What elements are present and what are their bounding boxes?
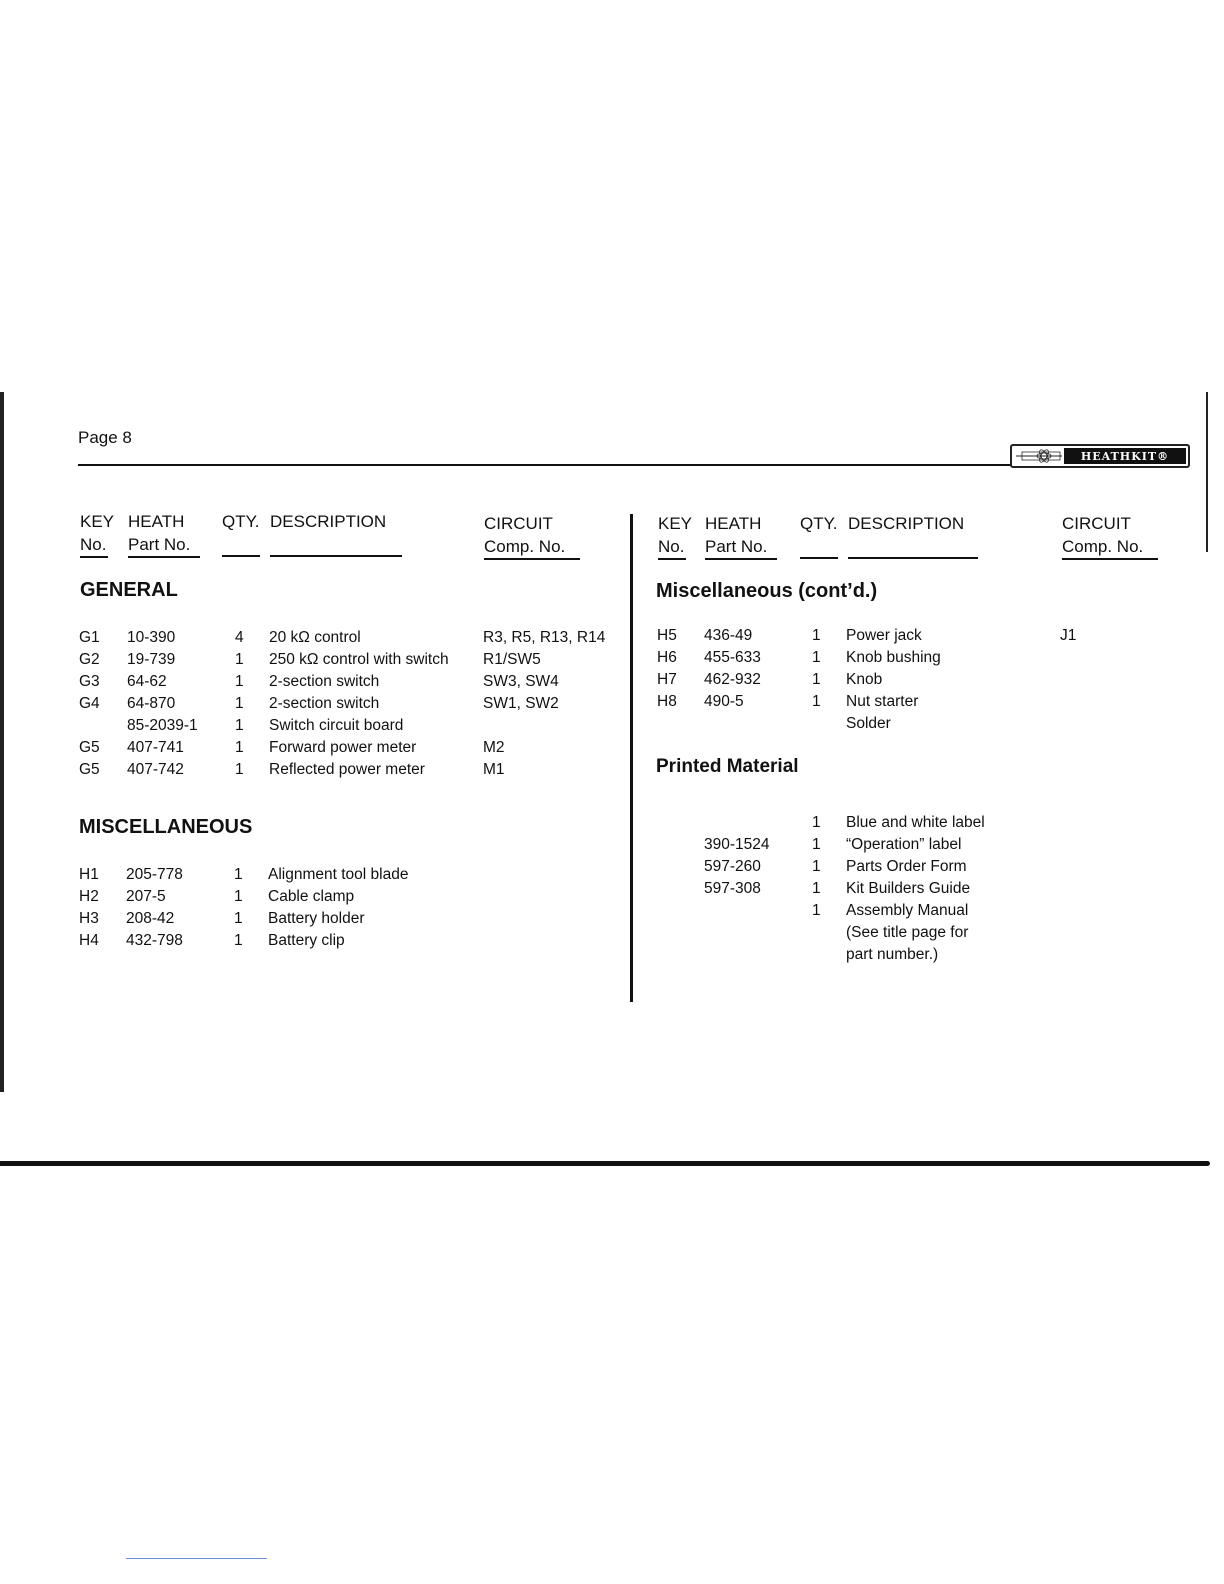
description: (See title page for (846, 924, 969, 941)
quantity: 1 (812, 902, 821, 919)
misc-contd-list (0, 625, 1224, 735)
part-number: 436-49 (704, 627, 753, 644)
hdr-desc-underline-right (848, 557, 978, 559)
part-number: 407-741 (127, 739, 184, 756)
page-number: Page 8 (78, 428, 132, 447)
part-key: G3 (79, 673, 100, 690)
part-number: 455-633 (704, 649, 761, 666)
heathkit-emblem-icon (1014, 448, 1064, 464)
scan-edge-right (1206, 392, 1208, 552)
description: Battery clip (268, 932, 345, 949)
part-number: 64-870 (127, 695, 176, 712)
table-row (0, 625, 1224, 647)
description: Knob bushing (846, 649, 941, 666)
part-key: H6 (657, 649, 677, 666)
quantity: 4 (235, 629, 244, 646)
part-number: 390-1524 (704, 836, 770, 853)
part-number: 205-778 (126, 866, 183, 883)
part-number: 597-308 (704, 880, 761, 897)
table-row (0, 878, 1224, 900)
hdr-heath-left: HEATH Part No. (128, 510, 200, 558)
circuit-comp: SW3, SW4 (483, 673, 559, 690)
hdr-circuit-left: CIRCUIT Comp. No. (484, 512, 580, 560)
part-key: H4 (79, 932, 99, 949)
part-key: H5 (657, 627, 677, 644)
quantity: 1 (235, 761, 244, 778)
part-key: H1 (79, 866, 99, 883)
hdr-qty-left: QTY. (222, 512, 260, 531)
quantity: 1 (812, 880, 821, 897)
hdr-desc-right: DESCRIPTION (848, 514, 965, 533)
description: 2-section switch (269, 695, 380, 712)
description: Solder (846, 715, 891, 732)
description: 250 kΩ control with switch (269, 651, 449, 668)
hdr-heath-right: HEATH Part No. (705, 512, 777, 560)
hdr-desc-underline-left (270, 555, 402, 557)
quantity: 1 (812, 693, 821, 710)
description: Alignment tool blade (268, 866, 409, 883)
part-number: 10-390 (127, 629, 176, 646)
description: “Operation” label (846, 836, 962, 853)
description: Reflected power meter (269, 761, 425, 778)
part-key: G2 (79, 651, 100, 668)
hdr-qty-right: QTY. (800, 514, 838, 533)
part-number: 207-5 (126, 888, 166, 905)
part-number: 490-5 (704, 693, 744, 710)
quantity: 1 (812, 627, 821, 644)
table-row (0, 759, 630, 781)
logo-wordmark: HEATHKIT® (1064, 448, 1186, 464)
description: Battery holder (268, 910, 365, 927)
quantity: 1 (812, 649, 821, 666)
description: 2-section switch (269, 673, 380, 690)
part-number: 19-739 (127, 651, 176, 668)
circuit-comp: J1 (1060, 627, 1077, 644)
circuit-comp: R3, R5, R13, R14 (483, 629, 606, 646)
part-key: H2 (79, 888, 99, 905)
part-key: H7 (657, 671, 677, 688)
header-rule (78, 464, 1013, 466)
description: Assembly Manual (846, 902, 969, 919)
hdr-circuit-right: CIRCUIT Comp. No. (1062, 512, 1158, 560)
footer-rule (0, 1161, 1210, 1166)
table-row (0, 691, 1224, 713)
table-row (0, 713, 1224, 735)
circuit-comp: M2 (483, 739, 505, 756)
quantity: 1 (812, 858, 821, 875)
footer-link-underline (126, 1558, 267, 1559)
part-key: H8 (657, 693, 677, 710)
quantity: 1 (235, 695, 244, 712)
quantity: 1 (234, 888, 243, 905)
table-row (0, 900, 1224, 922)
description: Nut starter (846, 693, 919, 710)
quantity: 1 (812, 814, 821, 831)
hdr-key-right: KEY No. (658, 512, 692, 560)
section-title-general: GENERAL (80, 579, 178, 601)
description: 20 kΩ control (269, 629, 361, 646)
quantity: 1 (234, 866, 243, 883)
part-number: 407-742 (127, 761, 184, 778)
table-row (0, 812, 1224, 834)
hdr-qty-underline-right (800, 557, 838, 559)
quantity: 1 (812, 836, 821, 853)
table-row (0, 856, 1224, 878)
printed-material-list (0, 812, 1224, 966)
description: Power jack (846, 627, 922, 644)
quantity: 1 (235, 651, 244, 668)
table-row (0, 944, 1224, 966)
part-key: G5 (79, 739, 100, 756)
table-row (0, 647, 1224, 669)
description: Blue and white label (846, 814, 985, 831)
part-number: 64-62 (127, 673, 167, 690)
circuit-comp: M1 (483, 761, 505, 778)
hdr-qty-underline-left (222, 555, 260, 557)
part-key: H3 (79, 910, 99, 927)
part-number: 462-932 (704, 671, 761, 688)
table-row (0, 669, 1224, 691)
part-key: G5 (79, 761, 100, 778)
quantity: 1 (235, 717, 244, 734)
quantity: 1 (234, 932, 243, 949)
description: Knob (846, 671, 883, 688)
section-title-printed-material: Printed Material (656, 756, 799, 777)
part-key: G1 (79, 629, 100, 646)
part-number: 85-2039-1 (127, 717, 198, 734)
quantity: 1 (812, 671, 821, 688)
part-number: 432-798 (126, 932, 183, 949)
section-title-misc-contd: Miscellaneous (cont’d.) (656, 580, 878, 602)
circuit-comp: R1/SW5 (483, 651, 541, 668)
quantity: 1 (234, 910, 243, 927)
description: part number.) (846, 946, 939, 963)
part-number: 208-42 (126, 910, 175, 927)
description: Kit Builders Guide (846, 880, 971, 897)
table-row (0, 834, 1224, 856)
part-number: 597-260 (704, 858, 761, 875)
part-key: G4 (79, 695, 100, 712)
circuit-comp: SW1, SW2 (483, 695, 559, 712)
table-row (0, 737, 630, 759)
heathkit-logo (1010, 444, 1190, 468)
hdr-desc-left: DESCRIPTION (270, 512, 387, 531)
quantity: 1 (235, 739, 244, 756)
description: Cable clamp (268, 888, 355, 905)
description: Parts Order Form (846, 858, 967, 875)
hdr-key-left: KEY No. (80, 510, 114, 558)
section-title-miscellaneous: MISCELLANEOUS (79, 816, 253, 838)
description: Forward power meter (269, 739, 417, 756)
description: Switch circuit board (269, 717, 404, 734)
quantity: 1 (235, 673, 244, 690)
table-row (0, 922, 1224, 944)
